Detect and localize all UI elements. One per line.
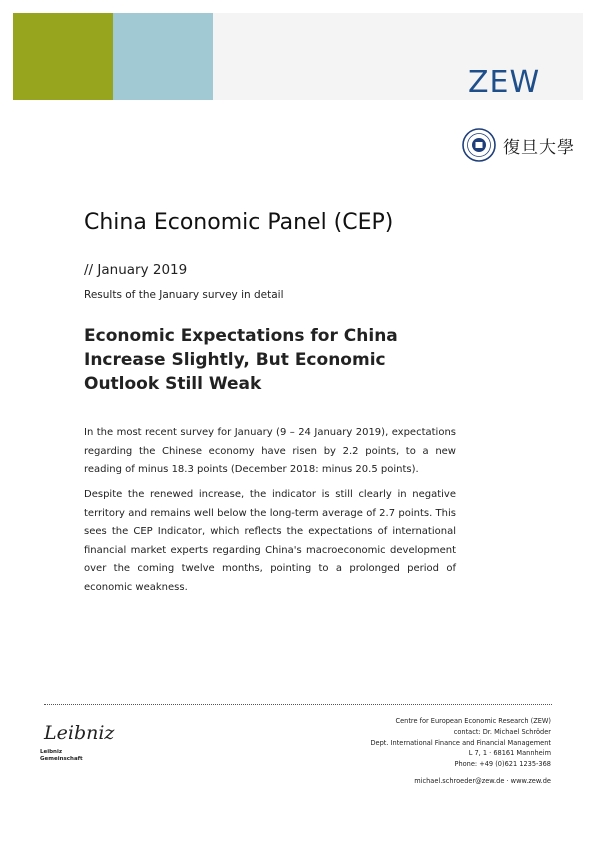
issue-date: // January 2019 bbox=[84, 262, 188, 278]
leibniz-caption-line: Gemeinschaft bbox=[40, 755, 83, 762]
leibniz-logo: Leibniz bbox=[44, 722, 115, 744]
zew-logo: ZEW bbox=[468, 65, 541, 100]
contact-block bbox=[291, 716, 551, 770]
article-headline: Economic Expectations for China Increase Slightly, But Economic Outlook Still Weak bbox=[84, 326, 398, 394]
footer-divider bbox=[44, 704, 552, 705]
page-subtitle: Results of the January survey in detail bbox=[84, 289, 284, 301]
body-paragraph-2: Despite the renewed increase, the indicator is still clearly in negative territory and remains well below the long-term average of 2.7 points. This sees the CEP Indicator, which reflects the expectations of international financial market experts regarding China's macroeconomic development over the coming twelve months, pointing to a prolonged period of economic weakness. bbox=[84, 489, 456, 593]
fudan-university-seal bbox=[462, 128, 496, 162]
header-color-block-green bbox=[13, 13, 113, 100]
leibniz-caption-line: Leibniz bbox=[40, 749, 63, 755]
contact-line-institution: Centre for European Economic Research (ZEW) bbox=[395, 717, 551, 725]
leibniz-logo-caption bbox=[40, 749, 83, 762]
contact-line-phone: Phone: +49 (0)621 1235-368 bbox=[454, 760, 551, 769]
contact-line-person: contact: Dr. Michael Schröder bbox=[453, 727, 551, 736]
contact-email-web[interactable]: michael.schroeder@zew.de · www.zew.de bbox=[414, 777, 551, 785]
contact-line-address: L 7, 1 · 68161 Mannheim bbox=[468, 749, 551, 758]
header-color-block-blue bbox=[113, 13, 213, 100]
body-paragraph-1: In the most recent survey for January (9 – 24 January 2019), expectations regarding the Chinese economy have risen by 2.2 points, to a new reading of minus 18.3 points (December 2018: minus 20.5 points). bbox=[84, 427, 456, 475]
contact-line-department: Dept. International Finance and Financial Management bbox=[370, 738, 551, 747]
fudan-university-name: 復旦大學 bbox=[503, 138, 575, 158]
page-title: China Economic Panel (CEP) bbox=[84, 210, 394, 235]
